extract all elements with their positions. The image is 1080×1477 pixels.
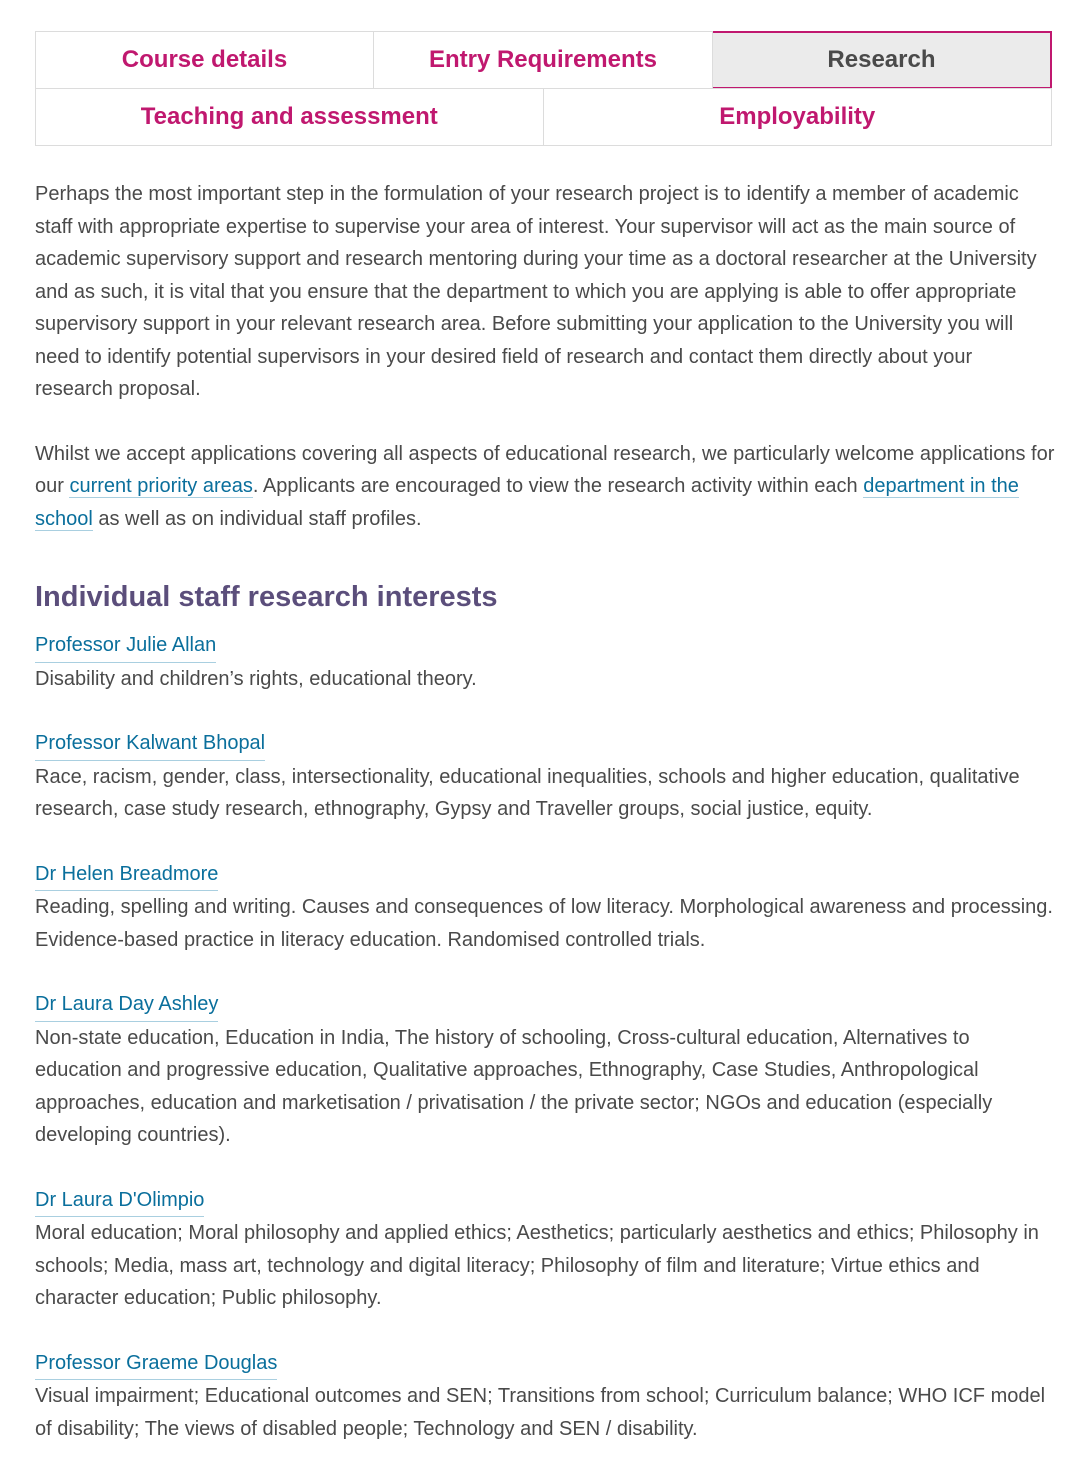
staff-entry xyxy=(35,629,1055,695)
tab-row-1 xyxy=(35,31,1052,89)
staff-interests: Non-state education, Education in India, The history of schooling, Cross-cultural education, Alternatives to education and progressive education, Qualitative approaches, Ethnography, Case Studies, Anthropological approaches, education and marketisation / privatisation / the private sector; NGOs and education (especially developing countries). xyxy=(35,1026,993,1146)
tab-research[interactable]: Research xyxy=(713,31,1052,89)
staff-entry xyxy=(35,1347,1055,1446)
staff-name-link[interactable]: Professor Julie Allan xyxy=(35,629,216,663)
staff-name-link[interactable]: Dr Laura Day Ashley xyxy=(35,988,218,1022)
staff-name-link[interactable]: Dr Laura D'Olimpio xyxy=(35,1184,204,1218)
department-in-the-school-link[interactable]: department in the school xyxy=(35,475,1019,530)
staff-entry xyxy=(35,858,1055,957)
tab-employability[interactable]: Employability xyxy=(544,88,1053,146)
staff-name-link[interactable]: Professor Graeme Douglas xyxy=(35,1347,277,1381)
staff-interests: Disability and children’s rights, educational theory. xyxy=(35,667,477,690)
tab-row-2 xyxy=(35,88,1052,146)
staff-name-link[interactable]: Dr Helen Breadmore xyxy=(35,858,218,892)
research-content xyxy=(35,178,1055,1477)
staff-entry xyxy=(35,727,1055,826)
staff-list xyxy=(35,629,1055,1445)
staff-interests: Moral education; Moral philosophy and applied ethics; Aesthetics; particularly aesthetics and ethics; Philosophy in schools; Media, mass art, technology and digital literacy; Philosophy of film and literature; Virtue ethics and character education; Public philosophy. xyxy=(35,1222,1039,1309)
staff-name-link[interactable]: Professor Kalwant Bhopal xyxy=(35,727,265,761)
intro-paragraph-2 xyxy=(35,438,1055,536)
staff-entry xyxy=(35,988,1055,1152)
tab-teaching-and-assessment[interactable]: Teaching and assessment xyxy=(35,88,544,146)
tab-course-details[interactable]: Course details xyxy=(35,31,374,89)
intro-text-a: Whilst we accept applications covering all aspects of educational research, we particularly welcome applications for our xyxy=(35,442,1055,497)
section-heading: Individual staff research interests xyxy=(35,581,498,613)
course-tabs xyxy=(35,31,1052,146)
tab-entry-requirements[interactable]: Entry Requirements xyxy=(374,31,713,89)
current-priority-areas-link[interactable]: current priority areas xyxy=(69,475,253,497)
intro-text-b: . Applicants are encouraged to view the research activity within each xyxy=(252,475,864,497)
staff-interests: Race, racism, gender, class, intersectionality, educational inequalities, schools and higher education, qualitative research, case study research, ethnography, Gypsy and Traveller groups, social justice, equity. xyxy=(35,765,1020,820)
staff-entry xyxy=(35,1184,1055,1315)
intro-text-c: as well as on individual staff profiles. xyxy=(92,507,422,530)
staff-interests: Visual impairment; Educational outcomes and SEN; Transitions from school; Curriculum balance; WHO ICF model of disability; The views of disabled people; Technology and SEN / disability. xyxy=(35,1385,1046,1440)
intro-paragraph-1: Perhaps the most important step in the formulation of your research project is to identify a member of academic staff with appropriate expertise to supervise your area of interest. Your supervisor will act as the main source of academic supervisory support and research mentoring during your time as a doctoral researcher at the University and as such, it is vital that you ensure that the department to which you are applying is able to offer appropriate supervisory support in your relevant research area. Before submitting your application to the University you will need to identify potential supervisors in your desired field of research and contact them directly about your research proposal. xyxy=(35,183,1037,400)
staff-interests: Reading, spelling and writing. Causes and consequences of low literacy. Morphological awareness and processing. Evidence-based practice in literacy education. Randomised controlled trials. xyxy=(35,896,1053,951)
